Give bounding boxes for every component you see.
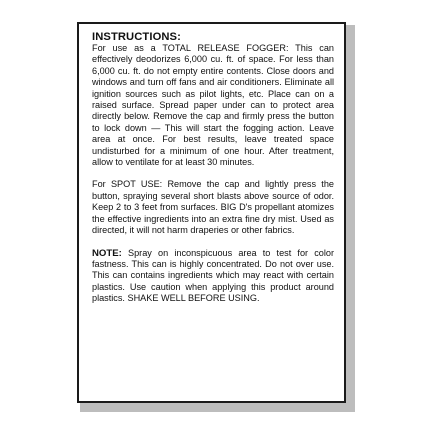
note-paragraph [92, 248, 334, 305]
instructions-heading: INSTRUCTIONS: [92, 31, 181, 43]
fogger-paragraph: For use as a TOTAL RELEASE FOGGER: This can effectively deodorizes 6,000 cu. ft. of space. For less than 6,000 cu. ft. do not empty entire contents. Close doors and windows and turn off fans and air conditioners. Eliminate all ignition sources such as pilot lights, etc. Place can on a raised surface. Spread paper under can to protect area directly below. Remove the cap and firmly press the button to lock down — This will start the fogging action. Leave area at once. For best results, leave treated space undisturbed for a minimum of one hour. After treatment, allow to ventilate for at least 30 minutes. [92, 43, 334, 168]
instructions-content [92, 31, 334, 305]
instructions-label [77, 22, 346, 403]
note-text: Spray on inconspicuous area to test for color fastness. This can is highly concentrated. Do not over use. This can contains ingredients which may react with certain plastics. Use caution when applying this product around plastics. SHAKE WELL BEFORE USING. [92, 247, 334, 304]
note-label: NOTE: [92, 247, 122, 259]
spot-use-paragraph: For SPOT USE: Remove the cap and lightly press the button, spraying several short blasts above source of odor. Keep 2 to 3 feet from surfaces. BIG D's propellant atomizes the effective ingredients into an extra fine dry mist. Used as directed, it will not harm draperies or other fabrics. [92, 179, 334, 236]
